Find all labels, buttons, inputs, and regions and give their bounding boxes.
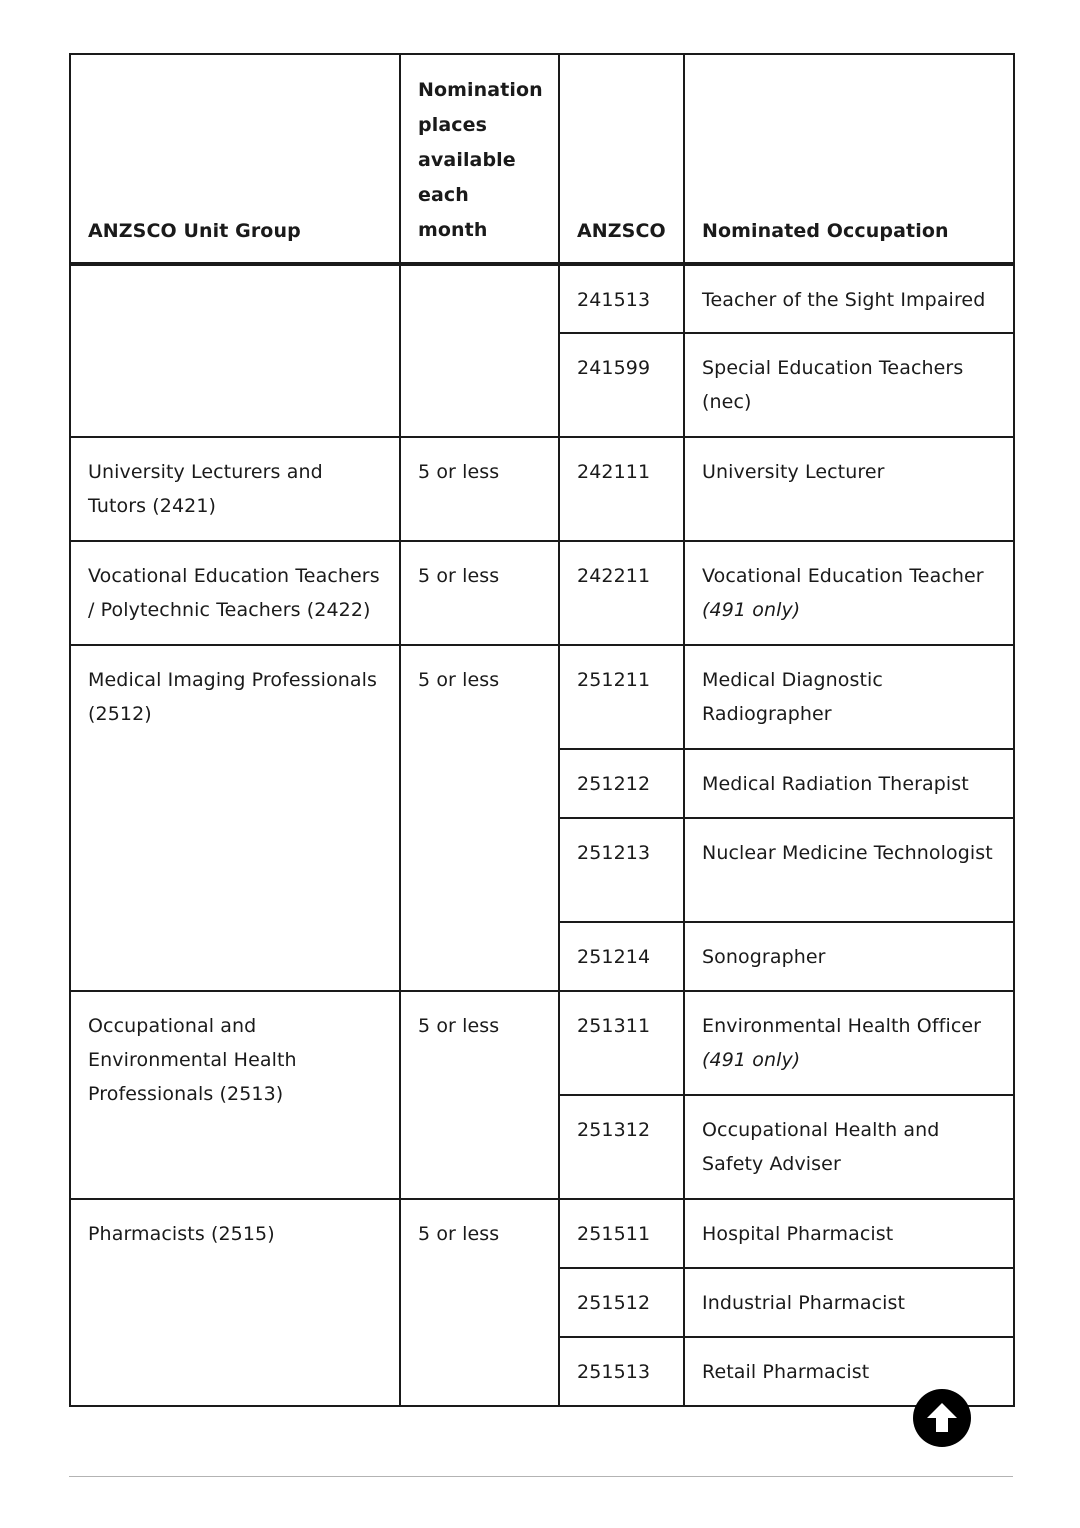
occupation-cell: Occupational Health and Safety Adviser (684, 1095, 1014, 1199)
occupation-table (69, 53, 1015, 1407)
visa-note: (491 only) (702, 599, 801, 621)
table-header-row (70, 54, 1014, 264)
unit-group-cell: University Lecturers and Tutors (2421) (70, 437, 400, 541)
table-row (70, 264, 1014, 333)
places-cell (400, 264, 559, 437)
places-cell: 5 or less (400, 645, 559, 991)
unit-group-cell: Vocational Education Teachers / Polytechnic Teachers (2422) (70, 541, 400, 645)
table-row (70, 645, 1014, 749)
places-cell: 5 or less (400, 437, 559, 541)
places-cell: 5 or less (400, 991, 559, 1199)
occupation-cell: University Lecturer (684, 437, 1014, 541)
arrow-up-circle-icon (922, 1398, 962, 1438)
footer-divider (69, 1476, 1013, 1477)
occupation-cell: Retail Pharmacist (684, 1337, 1014, 1406)
places-cell: 5 or less (400, 541, 559, 645)
table-row (70, 541, 1014, 645)
anzsco-code-cell: 251212 (559, 749, 684, 818)
table-row (70, 437, 1014, 541)
scroll-to-top-button[interactable] (913, 1389, 971, 1447)
unit-group-cell: Medical Imaging Professionals (2512) (70, 645, 400, 991)
occupation-cell: Medical Diagnostic Radiographer (684, 645, 1014, 749)
anzsco-code-cell: 241599 (559, 333, 684, 437)
anzsco-code-cell: 242111 (559, 437, 684, 541)
anzsco-code-cell: 251512 (559, 1268, 684, 1337)
occupation-cell: Medical Radiation Therapist (684, 749, 1014, 818)
anzsco-code-cell: 242211 (559, 541, 684, 645)
anzsco-code-cell: 251311 (559, 991, 684, 1095)
table-row (70, 1199, 1014, 1268)
header-unit-group: ANZSCO Unit Group (70, 54, 400, 264)
occupation-cell: Sonographer (684, 922, 1014, 991)
occupation-cell: Special Education Teachers (nec) (684, 333, 1014, 437)
header-occupation: Nominated Occupation (684, 54, 1014, 264)
anzsco-code-cell: 251211 (559, 645, 684, 749)
anzsco-code-cell: 251213 (559, 818, 684, 922)
unit-group-cell: Pharmacists (2515) (70, 1199, 400, 1406)
header-places: Nomination places available each month (400, 54, 559, 264)
occupation-cell: Nuclear Medicine Technologist (684, 818, 1014, 922)
anzsco-code-cell: 241513 (559, 264, 684, 333)
places-cell: 5 or less (400, 1199, 559, 1406)
anzsco-code-cell: 251312 (559, 1095, 684, 1199)
occupation-cell: Environmental Health Officer (491 only) (684, 991, 1014, 1095)
table-row (70, 991, 1014, 1095)
anzsco-code-cell: 251511 (559, 1199, 684, 1268)
occupation-cell: Vocational Education Teacher (491 only) (684, 541, 1014, 645)
anzsco-code-cell: 251513 (559, 1337, 684, 1406)
visa-note: (491 only) (702, 1049, 801, 1071)
unit-group-cell (70, 264, 400, 437)
anzsco-code-cell: 251214 (559, 922, 684, 991)
unit-group-cell: Occupational and Environmental Health Professionals (2513) (70, 991, 400, 1199)
occupation-cell: Hospital Pharmacist (684, 1199, 1014, 1268)
header-anzsco: ANZSCO (559, 54, 684, 264)
occupation-cell: Industrial Pharmacist (684, 1268, 1014, 1337)
occupation-cell: Teacher of the Sight Impaired (684, 264, 1014, 333)
